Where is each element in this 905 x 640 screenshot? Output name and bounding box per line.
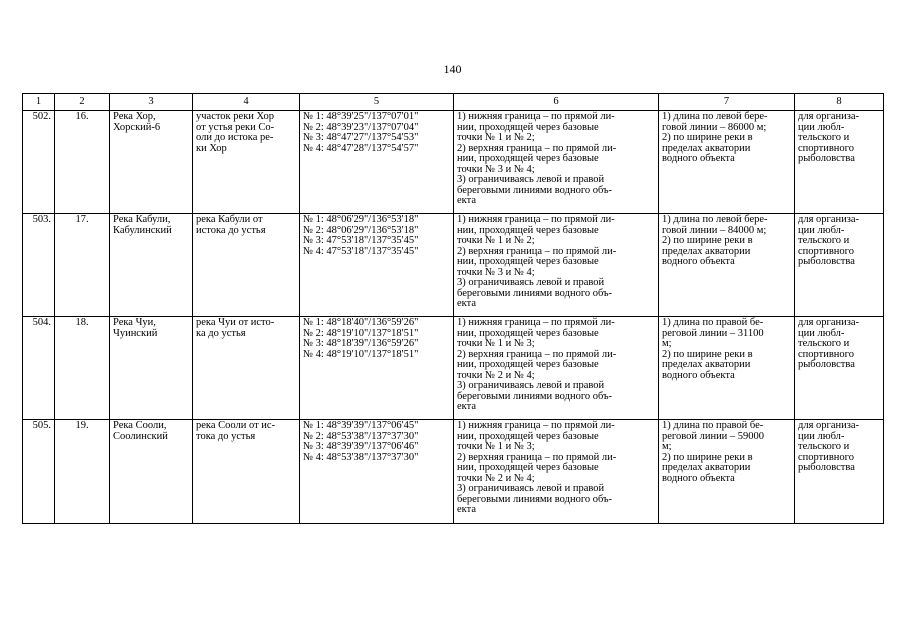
area-number: 19. xyxy=(55,420,110,524)
area-description: участок реки Хор от устья реки Со- оли до истока ре- ки Хор xyxy=(193,111,300,214)
column-header: 4 xyxy=(193,94,300,111)
base-point-coordinates: № 1: 48°18'40"/136°59'26" № 2: 48°19'10"/137°18'51" № 3: 48°18'39"/136°59'26" № 4: 48°19'10"/137°18'51" xyxy=(300,317,454,420)
base-point-coordinates: № 1: 48°06'29"/136°53'18" № 2: 48°06'29"/136°53'18" № 3: 47°53'18"/137°35'45" № 4: 47°53'18"/137°35'45" xyxy=(300,214,454,317)
area-size: 1) длина по правой бе- реговой линии – 59000 м; 2) по ширине реки в пределах акватории водного объекта xyxy=(659,420,795,524)
area-purpose: для организа- ции любл- тельского и спортивного рыболовства xyxy=(795,420,884,524)
row-number: 502. xyxy=(23,111,55,214)
area-size: 1) длина по левой бере- говой линии – 84000 м; 2) по ширине реки в пределах акватории водного объекта xyxy=(659,214,795,317)
area-name: Река Кабули, Кабулинский xyxy=(110,214,193,317)
area-boundaries: 1) нижняя граница – по прямой ли- нии, проходящей через базовые точки № 1 и № 3; 2) верхняя граница – по прямой ли- нии, проходящей через базовые точки № 2 и № 4; 3) ограничиваясь левой и правой береговыми линиями водного объ- екта xyxy=(454,317,659,420)
column-header: 5 xyxy=(300,94,454,111)
area-purpose: для организа- ции любл- тельского и спортивного рыболовства xyxy=(795,214,884,317)
area-boundaries: 1) нижняя граница – по прямой ли- нии, проходящей через базовые точки № 1 и № 2; 2) верхняя граница – по прямой ли- нии, проходящей через базовые точки № 3 и № 4; 3) ограничиваясь левой и правой береговыми линиями водного объ- екта xyxy=(454,111,659,214)
table-row xyxy=(23,214,884,317)
column-header: 1 xyxy=(23,94,55,111)
area-number: 17. xyxy=(55,214,110,317)
column-header: 2 xyxy=(55,94,110,111)
fishing-areas-table xyxy=(22,93,884,524)
area-description: река Кабули от истока до устья xyxy=(193,214,300,317)
area-boundaries: 1) нижняя граница – по прямой ли- нии, проходящей через базовые точки № 1 и № 2; 2) верхняя граница – по прямой ли- нии, проходящей через базовые точки № 3 и № 4; 3) ограничиваясь левой и правой береговыми линиями водного объ- екта xyxy=(454,214,659,317)
area-number: 18. xyxy=(55,317,110,420)
row-number: 503. xyxy=(23,214,55,317)
row-number: 504. xyxy=(23,317,55,420)
column-header: 6 xyxy=(454,94,659,111)
area-size: 1) длина по правой бе- реговой линии – 31100 м; 2) по ширине реки в пределах акватории водного объекта xyxy=(659,317,795,420)
header-row xyxy=(23,94,884,111)
base-point-coordinates: № 1: 48°39'25"/137°07'01" № 2: 48°39'23"/137°07'04" № 3: 48°47'27"/137°54'53" № 4: 48°47'28"/137°54'57" xyxy=(300,111,454,214)
table-row xyxy=(23,111,884,214)
column-header: 8 xyxy=(795,94,884,111)
area-purpose: для организа- ции любл- тельского и спортивного рыболовства xyxy=(795,111,884,214)
area-description: река Сооли от ис- тока до устья xyxy=(193,420,300,524)
area-number: 16. xyxy=(55,111,110,214)
table-row xyxy=(23,317,884,420)
area-name: Река Сооли, Соолинский xyxy=(110,420,193,524)
table-row xyxy=(23,420,884,524)
row-number: 505. xyxy=(23,420,55,524)
column-header: 7 xyxy=(659,94,795,111)
area-description: река Чуи от исто- ка до устья xyxy=(193,317,300,420)
area-boundaries: 1) нижняя граница – по прямой ли- нии, проходящей через базовые точки № 1 и № 3; 2) верхняя граница – по прямой ли- нии, проходящей через базовые точки № 2 и № 4; 3) ограничиваясь левой и правой береговыми линиями водного объ- екта xyxy=(454,420,659,524)
column-header: 3 xyxy=(110,94,193,111)
base-point-coordinates: № 1: 48°39'39"/137°06'45" № 2: 48°53'38"/137°37'30" № 3: 48°39'39"/137°06'46" № 4: 48°53'38"/137°37'30" xyxy=(300,420,454,524)
area-name: Река Хор, Хорский-6 xyxy=(110,111,193,214)
area-name: Река Чуи, Чуинский xyxy=(110,317,193,420)
area-purpose: для организа- ции любл- тельского и спортивного рыболовства xyxy=(795,317,884,420)
area-size: 1) длина по левой бере- говой линии – 86000 м; 2) по ширине реки в пределах акватории водного объекта xyxy=(659,111,795,214)
page-number: 140 xyxy=(443,62,462,76)
